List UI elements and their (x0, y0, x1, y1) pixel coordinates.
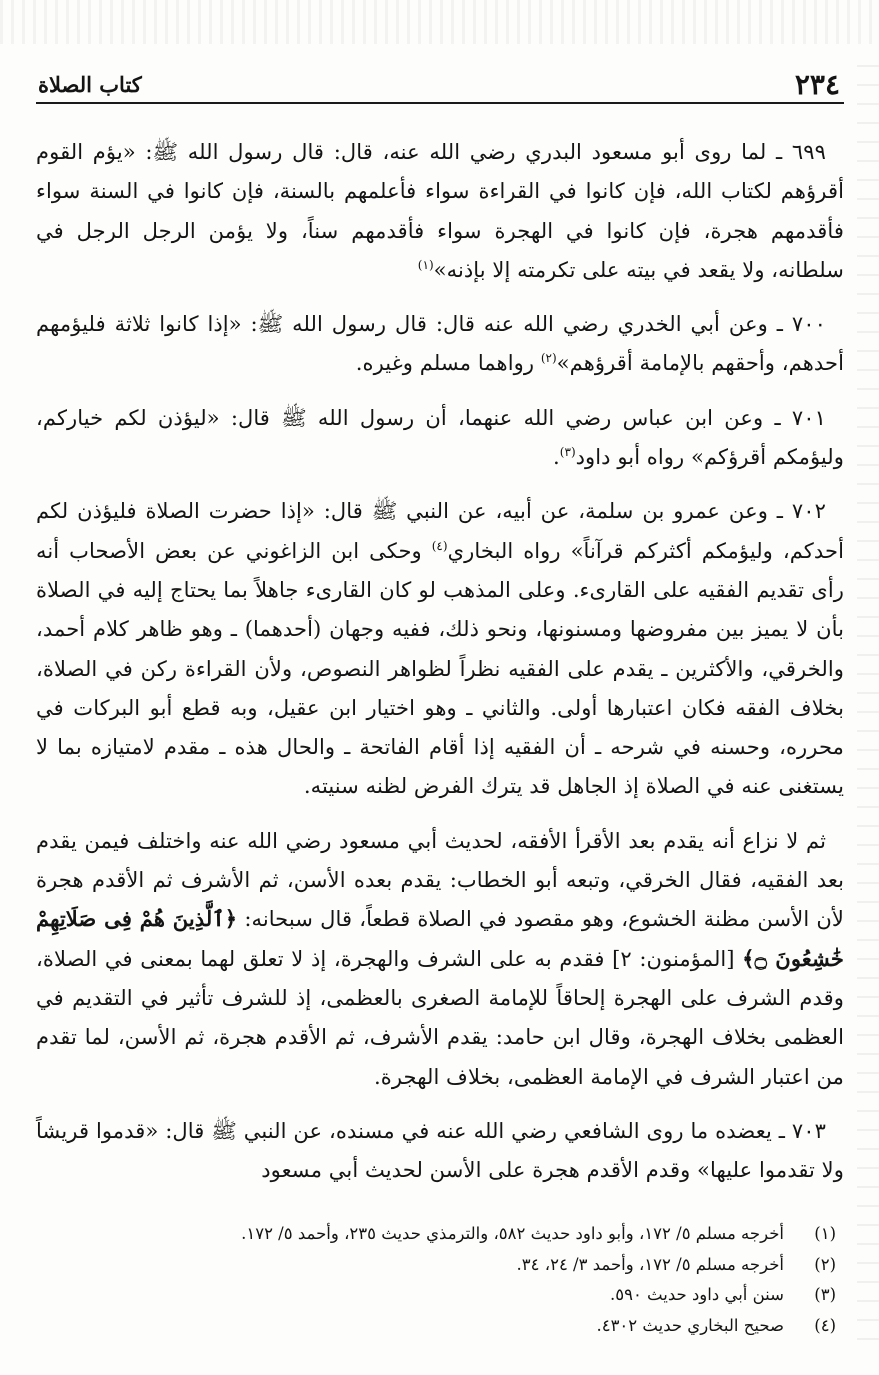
scan-noise-top (0, 0, 879, 44)
paragraph-tail: وحكى ابن الزاغوني عن بعض الأصحاب أنه رأى تقديم الفقيه على القارىء. وعلى المذهب لو كان القارىء جاهلاً بما يحتاج إليه في الصلاة بأن لا يميز بين مفروضها ومسنونها، ونحو ذلك، ففيه وجهان (أحدهما) ـ وهو ظاهر كلام أحمد، والخرقي، والأكثرين ـ يقدم على الفقيه نظراً لظواهر النصوص، ولأن القراءة ركن في الصلاة، بخلاف الفقه فكان اعتبارها أولى. والثاني ـ وهو اختيار ابن عقيل، وبه قطع أبو البركات في محرره، وحسنه في شرحه ـ أن الفقيه إذا أقام الفاتحة ـ والحال هذه ـ مقدم لامتيازه بما لا يستغنى عنه في الصلاة إذ الجاهل قد يترك الفرض لظنه سنيته. (36, 537, 844, 799)
book-title: كتاب الصلاة (38, 72, 142, 97)
footnote (36, 1250, 836, 1281)
footnote-number: (٢) (814, 1254, 836, 1274)
footnote-text: أخرجه مسلم ٥/ ١٧٢، وأبو داود حديث ٥٨٢، والترمذي حديث ٢٣٥، وأحمد ٥/ ١٧٢. (241, 1224, 784, 1244)
footnote-ref: (٤) (431, 538, 448, 553)
paragraph-text: ٦٩٩ ـ لما روى أبو مسعود البدري رضي الله عنه، قال: قال رسول الله ﷺ: «يؤم القوم أقرؤهم لكتاب الله، فإن كانوا في القراءة سواء فأعلمهم بالسنة، فإن كانوا في السنة سواء فأقدمهم هجرة، فإن كانوا في الهجرة سواء فأقدمهم سناً، ولا يؤمن الرجل الرجل في سلطانه، ولا يقعد في بيته على تكرمته إلا بإذنه» (36, 139, 844, 282)
paragraph-text: ٧٠٣ ـ يعضده ما روى الشافعي رضي الله عنه في مسنده، عن النبي ﷺ قال: «قدموا قريشاً ولا تقدموا عليها» وقدم الأقدم هجرة على الأسن لحديث أبي مسعود (36, 1117, 844, 1183)
paragraph-tail: [المؤمنون: ٢] فقدم به على الشرف والهجرة، إذ لا تعلق لهما بمعنى في الصلاة، وقدم الشرف على الهجرة إلحاقاً للإمامة الصغرى بالعظمى، إذ للشرف تأثير في التقديم في العظمى بخلاف الهجرة، وقال ابن حامد: يقدم الأشرف، ثم الأقدم هجرة، ثم الأسن، لما تقدم من اعتبار الشرف في الإمامة العظمى، بخلاف الهجرة. (36, 945, 844, 1089)
paragraph-699 (36, 132, 844, 289)
paragraph-text: ثم لا نزاع أنه يقدم بعد الأقرأ الأفقه، لحديث أبي مسعود رضي الله عنه واختلف فيمن يقدم بعد الفقيه، فقال الخرقي، وتبعه أبو الخطاب: يقدم بعده الأسن، ثم الأشرف ثم الأقدم هجرة لأن الأسن مظنة الخشوع، وهو مقصود في الصلاة قطعاً، قال سبحانه: (36, 827, 844, 932)
paragraph-703 (36, 1111, 844, 1190)
footnote (36, 1311, 836, 1342)
scan-noise-right (857, 60, 879, 1340)
footnote-text: سنن أبي داود حديث ٥٩٠. (609, 1285, 784, 1305)
footnote-text: صحيح البخاري حديث ٤٣٠٢. (596, 1315, 784, 1335)
paragraph-tail: رواهما مسلم وغيره. (355, 350, 541, 376)
footnote-ref: (٣) (559, 445, 576, 460)
paragraph-702 (36, 491, 844, 805)
footnote-ref: (٢) (540, 351, 557, 366)
footnote-number: (١) (814, 1224, 836, 1244)
footnotes (36, 1219, 844, 1341)
quran-verse: ﴿ٱلَّذِينَ هُمْ فِى صَلَاتِهِمْ خَٰشِعُونَ ۝﴾ (36, 906, 844, 971)
paragraph-tail: . (553, 444, 560, 470)
footnote-text: أخرجه مسلم ٥/ ١٧٢، وأحمد ٣/ ٢٤، ٣٤. (516, 1254, 784, 1274)
paragraph-commentary (36, 821, 844, 1096)
footnote (36, 1219, 836, 1250)
footnote-number: (٤) (814, 1315, 836, 1335)
paragraph-text: ٧٠٢ ـ وعن عمرو بن سلمة، عن أبيه، عن النبي ﷺ قال: «إذا حضرت الصلاة فليؤذن لكم أحدكم، وليؤمكم أكثركم قرآناً» رواه البخاري (36, 498, 844, 563)
paragraph-700 (36, 304, 844, 383)
page-number: ٢٣٤ (794, 68, 840, 101)
main-text (36, 132, 844, 1189)
book-page (36, 66, 844, 1356)
paragraph-701 (36, 398, 844, 477)
paragraph-text: ٧٠٠ ـ وعن أبي الخدري رضي الله عنه قال: قال رسول الله ﷺ: «إذا كانوا ثلاثة فليؤمهم أحدهم، وأحقهم بالإمامة أقرؤهم» (36, 311, 844, 376)
paragraph-text: ٧٠١ ـ وعن ابن عباس رضي الله عنهما، أن رسول الله ﷺ قال: «ليؤذن لكم خياركم، وليؤمكم أقرؤكم» رواه أبو داود (36, 404, 844, 470)
running-header (36, 66, 844, 104)
footnote (36, 1280, 836, 1311)
footnote-ref: (١) (417, 257, 434, 272)
footnote-number: (٣) (814, 1285, 836, 1305)
